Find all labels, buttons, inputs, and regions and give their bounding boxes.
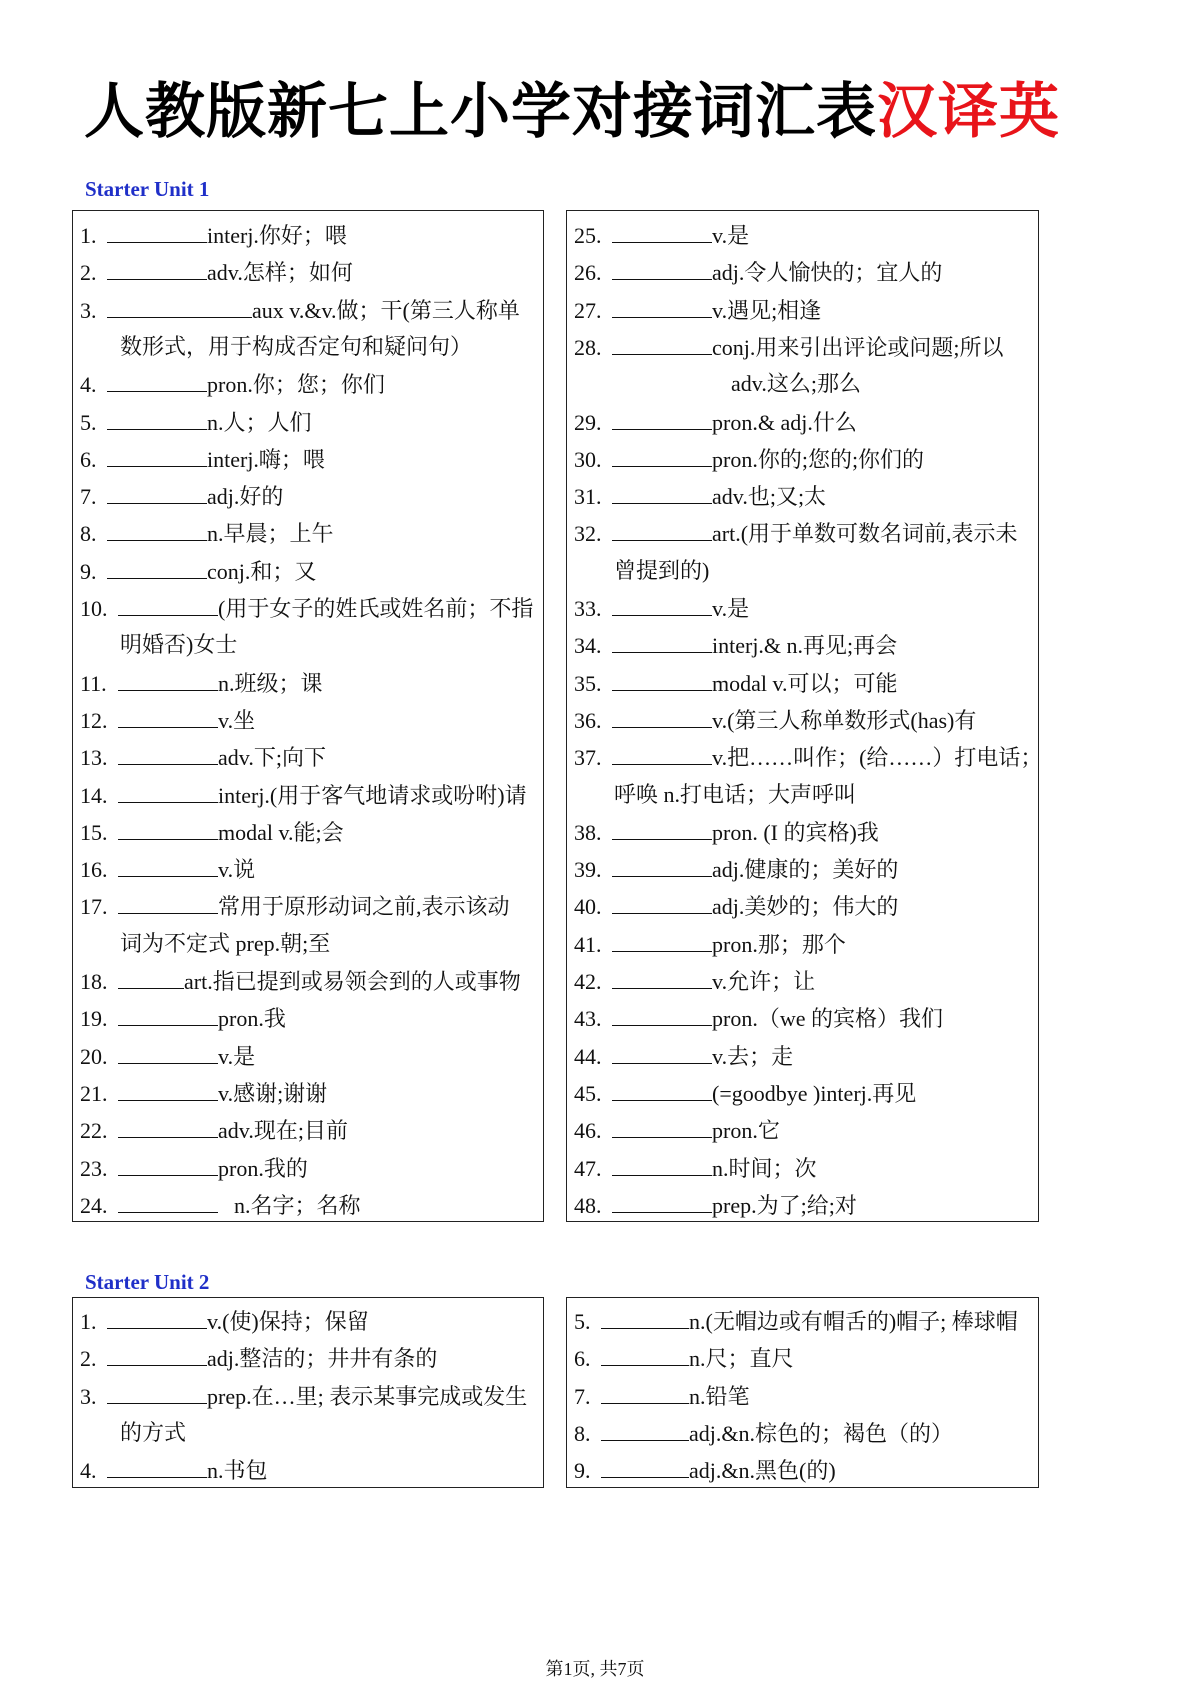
vocab-entry: [574, 1459, 836, 1482]
entry-number: 7.: [80, 484, 97, 510]
unit-heading-2: Starter Unit 2: [85, 1270, 210, 1294]
entry-number: 45.: [574, 1080, 602, 1106]
entry-number: 4.: [80, 1458, 97, 1484]
entry-number: 25.: [574, 223, 602, 248]
vocab-entry: [574, 709, 976, 732]
vocab-entry: [80, 597, 533, 620]
vocab-entry: [80, 1347, 437, 1370]
vocab-entry: [80, 1119, 348, 1142]
entry-definition: (=goodbye )interj.再见: [712, 1080, 917, 1106]
entry-number: 48.: [574, 1192, 602, 1218]
entry-number: 3.: [80, 297, 97, 323]
vocab-entry: [80, 411, 312, 434]
entry-definition: pron.你的;您的;你们的: [712, 446, 925, 472]
entry-number: 43.: [574, 1006, 602, 1032]
entry-definition: prep.在…里; 表示某事完成或发生: [207, 1383, 528, 1409]
answer-blank[interactable]: [107, 1347, 207, 1366]
answer-blank[interactable]: [107, 261, 207, 280]
answer-blank[interactable]: [107, 411, 207, 430]
answer-blank[interactable]: [612, 261, 712, 280]
entry-definition: adv.也;又;太: [712, 484, 827, 510]
vocab-entry: [574, 858, 898, 881]
entry-number: 16.: [80, 857, 108, 883]
entry-number: 6.: [80, 446, 97, 472]
answer-blank[interactable]: [118, 895, 218, 914]
entry-number: 10.: [80, 596, 108, 621]
entry-definition: v.说: [218, 857, 256, 883]
answer-blank[interactable]: [107, 373, 207, 392]
entry-number: 22.: [80, 1118, 108, 1144]
entry-definition: v.遇见;相逢: [712, 297, 822, 323]
answer-blank[interactable]: [612, 224, 712, 243]
vocab-entry: [80, 746, 326, 769]
vocab-entry: [574, 522, 1018, 545]
answer-blank[interactable]: [612, 411, 712, 430]
entry-number: 7.: [574, 1383, 591, 1409]
answer-blank[interactable]: [612, 709, 712, 728]
entry-definition: interj.你好；喂: [207, 223, 347, 248]
answer-blank[interactable]: [612, 1082, 712, 1101]
vocab-entry: [574, 224, 749, 247]
entry-number: 20.: [80, 1043, 108, 1069]
entry-definition: pron.它: [712, 1118, 780, 1144]
answer-blank[interactable]: [118, 821, 218, 840]
vocab-entry: [574, 821, 879, 844]
answer-blank[interactable]: [612, 1119, 712, 1138]
entry-definition: adv.怎样；如何: [207, 260, 353, 286]
answer-blank[interactable]: [612, 448, 712, 467]
title-highlight: 汉译英: [877, 77, 1060, 147]
answer-blank[interactable]: [118, 672, 218, 691]
entry-definition-continued: 呼唤 n.打电话；大声呼叫: [614, 781, 857, 807]
answer-blank[interactable]: [612, 746, 712, 765]
entry-number: 24.: [80, 1192, 108, 1218]
entry-definition: v.坐: [218, 707, 256, 733]
answer-blank[interactable]: [118, 1194, 218, 1213]
vocab-entry: [80, 1194, 361, 1217]
answer-blank[interactable]: [612, 1007, 712, 1026]
answer-blank[interactable]: [612, 336, 712, 355]
answer-blank[interactable]: [118, 746, 218, 765]
vocab-entry: [80, 672, 323, 695]
entry-definition: pron.我的: [218, 1155, 308, 1181]
answer-blank[interactable]: [612, 821, 712, 840]
entry-definition-continued: 数形式，用于构成否定句和疑问句）: [120, 333, 473, 359]
entry-definition: v.感谢;谢谢: [218, 1080, 328, 1106]
vocab-entry: [574, 672, 898, 695]
entry-number: 26.: [574, 260, 602, 286]
vocab-entry: [80, 560, 316, 583]
entry-number: 1.: [80, 223, 97, 248]
vocab-entry: [574, 1385, 750, 1408]
entry-number: 40.: [574, 894, 602, 920]
entry-number: 12.: [80, 707, 108, 733]
entry-number: 32.: [574, 521, 602, 547]
answer-blank[interactable]: [612, 485, 712, 504]
vocab-entry: [80, 1007, 286, 1030]
vocab-entry: [574, 1082, 916, 1105]
entry-definition: v.把……叫作；(给……）打电话；: [712, 745, 1043, 771]
answer-blank[interactable]: [118, 1007, 218, 1026]
entry-number: 42.: [574, 969, 602, 994]
entry-number: 15.: [80, 819, 108, 845]
entry-number: 21.: [80, 1080, 108, 1106]
entry-definition: prep.为了;给;对: [712, 1192, 857, 1218]
vocab-entry: [574, 1119, 780, 1142]
vocab-entry: [80, 821, 344, 844]
entry-definition: v.允许；让: [712, 969, 816, 994]
entry-number: 13.: [80, 745, 108, 771]
entry-number: 6.: [574, 1346, 591, 1372]
entry-number: 2.: [80, 1346, 97, 1372]
vocab-entry: [80, 1082, 327, 1105]
entry-definition: n.班级；课: [218, 670, 323, 696]
answer-blank[interactable]: [118, 597, 218, 616]
entry-definition: v.(使)保持；保留: [207, 1309, 369, 1334]
entry-number: 41.: [574, 931, 602, 957]
entry-definition: adv.下;向下: [218, 745, 326, 771]
entry-number: 44.: [574, 1043, 602, 1069]
answer-blank[interactable]: [118, 1119, 218, 1138]
entry-number: 46.: [574, 1118, 602, 1144]
entry-number: 29.: [574, 409, 602, 435]
entry-definition: 常用于原形动词之前,表示该动: [218, 894, 510, 920]
answer-blank[interactable]: [601, 1459, 689, 1478]
entry-definition: pron. (I 的宾格)我: [712, 819, 879, 845]
vocab-entry: [80, 373, 385, 396]
vocab-entry: [80, 895, 510, 918]
answer-blank[interactable]: [612, 1045, 712, 1064]
vocab-entry: [80, 1385, 527, 1408]
entry-definition: (用于女子的姓氏或姓名前；不指: [218, 596, 534, 621]
entry-number: 37.: [574, 745, 602, 771]
vocab-entry: [80, 784, 527, 807]
answer-blank[interactable]: [107, 1310, 207, 1329]
answer-blank[interactable]: [601, 1310, 689, 1329]
entry-number: 36.: [574, 707, 602, 733]
entry-definition: adj.美妙的；伟大的: [712, 894, 899, 920]
vocab-entry: [574, 448, 924, 471]
entry-number: 19.: [80, 1006, 108, 1032]
entry-definition: pron.& adj.什么: [712, 409, 857, 435]
entry-number: 28.: [574, 334, 602, 360]
vocab-entry: [574, 634, 897, 657]
entry-definition: adj.&n.棕色的；褐色（的）: [689, 1420, 953, 1446]
entry-definition: adv.现在;目前: [218, 1118, 348, 1144]
entry-definition: pron.你；您；你们: [207, 372, 385, 398]
entry-definition: interj.(用于客气地请求或吩咐)请: [218, 782, 527, 808]
vocab-entry: [80, 261, 353, 284]
entry-definition: v.是: [712, 596, 750, 621]
entry-definition-continued: 明婚否)女士: [120, 632, 238, 658]
vocab-entry: [574, 970, 815, 993]
vocab-entry: [574, 1347, 794, 1370]
entry-definition: pron.那；那个: [712, 931, 846, 957]
entry-definition-continued: 词为不定式 prep.朝;至: [120, 930, 331, 956]
entry-definition: n.时间；次: [712, 1155, 817, 1181]
answer-blank[interactable]: [107, 224, 207, 243]
entry-definition: v.是: [712, 223, 750, 248]
entry-definition: pron.（we 的宾格）我们: [712, 1006, 943, 1032]
entry-number: 31.: [574, 484, 602, 510]
entry-definition: adj.令人愉快的；宜人的: [712, 260, 943, 286]
entry-definition: pron.我: [218, 1006, 286, 1032]
vocab-entry: [80, 709, 255, 732]
unit-heading-1: Starter Unit 1: [85, 177, 210, 201]
vocab-entry: [80, 485, 283, 508]
answer-blank[interactable]: [107, 522, 207, 541]
vocab-entry: [80, 1310, 369, 1333]
entry-definition: n.(无帽边或有帽舌的)帽子; 棒球帽: [689, 1309, 1018, 1334]
vocab-entry: [574, 933, 846, 956]
entry-number: 23.: [80, 1155, 108, 1181]
entry-definition: adj.好的: [207, 484, 284, 510]
vocab-entry: [574, 1422, 953, 1445]
vocab-entry: [574, 336, 1004, 359]
answer-blank[interactable]: [107, 1459, 207, 1478]
entry-number: 8.: [80, 521, 97, 547]
entry-definition: v.是: [218, 1043, 256, 1069]
vocab-entry: [574, 895, 898, 918]
entry-number: 27.: [574, 297, 602, 323]
answer-blank[interactable]: [118, 1157, 218, 1176]
entry-number: 5.: [574, 1309, 591, 1334]
answer-blank[interactable]: [107, 299, 252, 318]
answer-blank[interactable]: [107, 560, 207, 579]
answer-blank[interactable]: [118, 858, 218, 877]
page-title: [84, 77, 1060, 147]
entry-number: 5.: [80, 409, 97, 435]
vocab-entry: [574, 1157, 817, 1180]
answer-blank[interactable]: [612, 895, 712, 914]
answer-blank[interactable]: [118, 709, 218, 728]
answer-blank[interactable]: [107, 485, 207, 504]
vocab-entry: [574, 746, 1042, 769]
entry-number: 8.: [574, 1420, 591, 1446]
vocab-entry: [80, 299, 520, 322]
entry-definition: n.铅笔: [689, 1383, 750, 1409]
entry-definition: adj.&n.黑色(的): [689, 1458, 836, 1484]
vocab-entry: [80, 448, 325, 471]
entry-number: 2.: [80, 260, 97, 286]
entry-number: 39.: [574, 857, 602, 883]
entry-number: 9.: [574, 1458, 591, 1484]
answer-blank[interactable]: [612, 299, 712, 318]
entry-number: 30.: [574, 446, 602, 472]
vocab-entry: [80, 970, 521, 993]
vocab-entry: [574, 1045, 793, 1068]
answer-blank[interactable]: [612, 1157, 712, 1176]
entry-number: 11.: [80, 670, 107, 696]
entry-definition: conj.和；又: [207, 558, 317, 584]
entry-definition: conj.用来引出评论或问题;所以: [712, 334, 1004, 360]
answer-blank[interactable]: [612, 672, 712, 691]
answer-blank[interactable]: [612, 634, 712, 653]
entry-definition-continued: 的方式: [120, 1419, 187, 1445]
entry-definition: n.书包: [207, 1458, 268, 1484]
entry-number: 1.: [80, 1309, 97, 1334]
entry-definition: n.人；人们: [207, 409, 312, 435]
vocab-entry: [80, 1459, 268, 1482]
vocab-entry: [574, 299, 821, 322]
answer-blank[interactable]: [118, 784, 218, 803]
vocab-entry: [80, 858, 255, 881]
entry-definition: adj.健康的；美好的: [712, 857, 899, 883]
vocab-entry: [574, 1310, 1018, 1333]
vocab-entry: [574, 411, 857, 434]
vocab-entry: [80, 1045, 255, 1068]
vocab-entry: [80, 224, 347, 247]
answer-blank[interactable]: [612, 597, 712, 616]
entry-number: 3.: [80, 1383, 97, 1409]
entry-number: 17.: [80, 894, 108, 920]
answer-blank[interactable]: [118, 1082, 218, 1101]
entry-number: 34.: [574, 633, 602, 659]
entry-definition: art.(用于单数可数名词前,表示未: [712, 521, 1018, 547]
entry-definition: n.早晨；上午: [207, 521, 334, 547]
entry-number: 35.: [574, 670, 602, 696]
vocab-entry: [80, 1157, 308, 1180]
entry-definition: v.(第三人称单数形式(has)有: [712, 707, 977, 733]
entry-number: 18.: [80, 969, 108, 994]
entry-number: 9.: [80, 558, 97, 584]
entry-number: 14.: [80, 782, 108, 808]
entry-definition-continued: 曾提到的): [614, 557, 710, 583]
entry-definition: aux v.&v.做；干(第三人称单: [252, 297, 520, 323]
answer-blank[interactable]: [107, 1385, 207, 1404]
answer-blank[interactable]: [601, 1385, 689, 1404]
answer-blank[interactable]: [612, 522, 712, 541]
vocab-entry: [574, 1007, 943, 1030]
entry-definition: adj.整洁的；井井有条的: [207, 1346, 438, 1372]
entry-definition: n.尺；直尺: [689, 1346, 794, 1372]
answer-blank[interactable]: [107, 448, 207, 467]
answer-blank[interactable]: [612, 1194, 712, 1213]
entry-definition: art.指已提到或易领会到的人或事物: [184, 969, 521, 994]
answer-blank[interactable]: [601, 1347, 689, 1366]
page-footer: 第1页, 共7页: [545, 1659, 645, 1679]
vocab-entry: [574, 597, 749, 620]
entry-definition: modal v.能;会: [218, 819, 344, 845]
answer-blank[interactable]: [118, 1045, 218, 1064]
entry-number: 47.: [574, 1155, 602, 1181]
entry-definition: interj.嗨；喂: [207, 446, 325, 472]
answer-blank[interactable]: [601, 1422, 689, 1441]
entry-number: 4.: [80, 372, 97, 398]
entry-definition: v.去；走: [712, 1043, 794, 1069]
vocab-entry: [574, 485, 826, 508]
title-main: 人教版新七上小学对接词汇表: [84, 77, 877, 147]
vocab-entry: [574, 261, 942, 284]
entry-number: 33.: [574, 596, 602, 621]
vocab-entry: [574, 1194, 857, 1217]
answer-blank[interactable]: [612, 933, 712, 952]
answer-blank[interactable]: [118, 970, 184, 989]
answer-blank[interactable]: [612, 970, 712, 989]
entry-definition: interj.& n.再见;再会: [712, 633, 898, 659]
answer-blank[interactable]: [612, 858, 712, 877]
vocab-entry: [80, 522, 334, 545]
entry-number: 38.: [574, 819, 602, 845]
entry-definition: modal v.可以；可能: [712, 670, 898, 696]
entry-definition: n.名字；名称: [234, 1192, 361, 1218]
entry-definition-continued: adv.这么;那么: [731, 371, 861, 397]
